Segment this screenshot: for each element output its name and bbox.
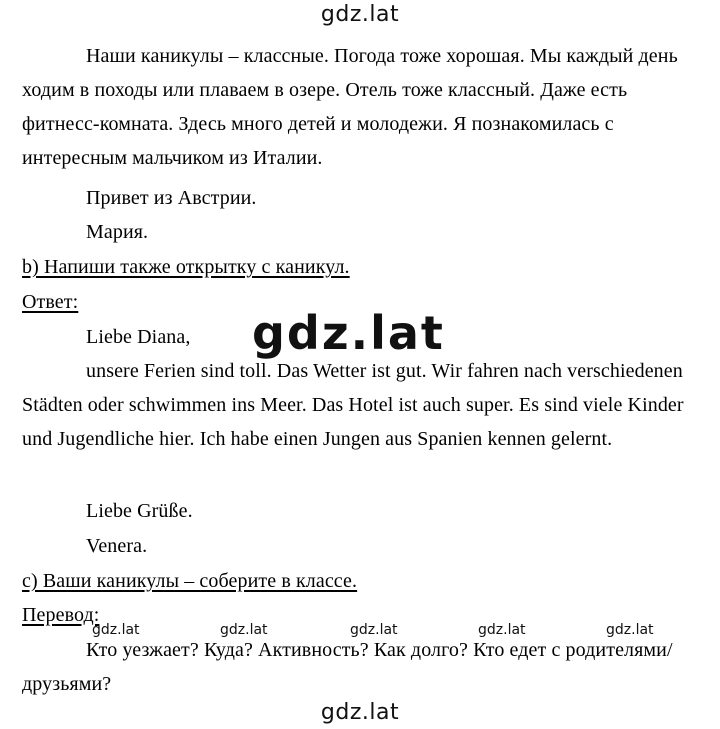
text-line: интересным мальчиком из Италии.	[22, 147, 323, 169]
answer-label: Ответ:	[22, 291, 79, 313]
watermark-bottom: gdz.lat	[320, 700, 400, 725]
postcard-closing: Liebe Grüße.	[86, 500, 193, 522]
watermark-small: gdz.lat	[350, 622, 398, 638]
letter-greeting: Привет из Австрии.	[86, 187, 257, 209]
text-line: Кто уезжает? Куда? Активность? Как долго? Кто едет с родителями/	[86, 639, 673, 661]
watermark-small: gdz.lat	[478, 622, 526, 638]
text-line: фитнесс-комната. Здесь много детей и молодежи. Я познакомилась с	[22, 113, 614, 135]
text-line: друзьями?	[22, 673, 112, 695]
text-line: Städten oder schwimmen ins Meer. Das Hotel ist auch super. Es sind viele Kinder	[22, 394, 684, 416]
watermark-small: gdz.lat	[220, 622, 268, 638]
translation-paragraph	[22, 633, 698, 701]
task-b-heading: b) Напиши также открытку с каникул.	[22, 256, 350, 278]
watermark-small: gdz.lat	[92, 622, 140, 638]
translation-label: Перевод:	[22, 604, 100, 626]
watermark-top: gdz.lat	[320, 2, 400, 27]
russian-letter-paragraph	[22, 39, 698, 175]
text-line: und Jugendliche hier. Ich habe einen Jungen aus Spanien kennen gelernt.	[22, 428, 613, 450]
postcard-signature: Venera.	[86, 535, 148, 557]
text-line: ходим в походы или плаваем в озере. Отель тоже классный. Даже есть	[22, 79, 628, 101]
text-line: Наши каникулы – классные. Погода тоже хорошая. Мы каждый день	[86, 45, 678, 67]
task-c-heading: c) Ваши каникулы – соберите в классе.	[22, 570, 358, 592]
postcard-body	[22, 354, 698, 456]
letter-signature: Мария.	[86, 221, 149, 243]
text-line: unsere Ferien sind toll. Das Wetter ist gut. Wir fahren nach verschiedenen	[86, 360, 683, 382]
postcard-salutation: Liebe Diana,	[86, 326, 191, 348]
watermark-center: gdz.lat	[252, 306, 445, 360]
watermark-small: gdz.lat	[606, 622, 654, 638]
